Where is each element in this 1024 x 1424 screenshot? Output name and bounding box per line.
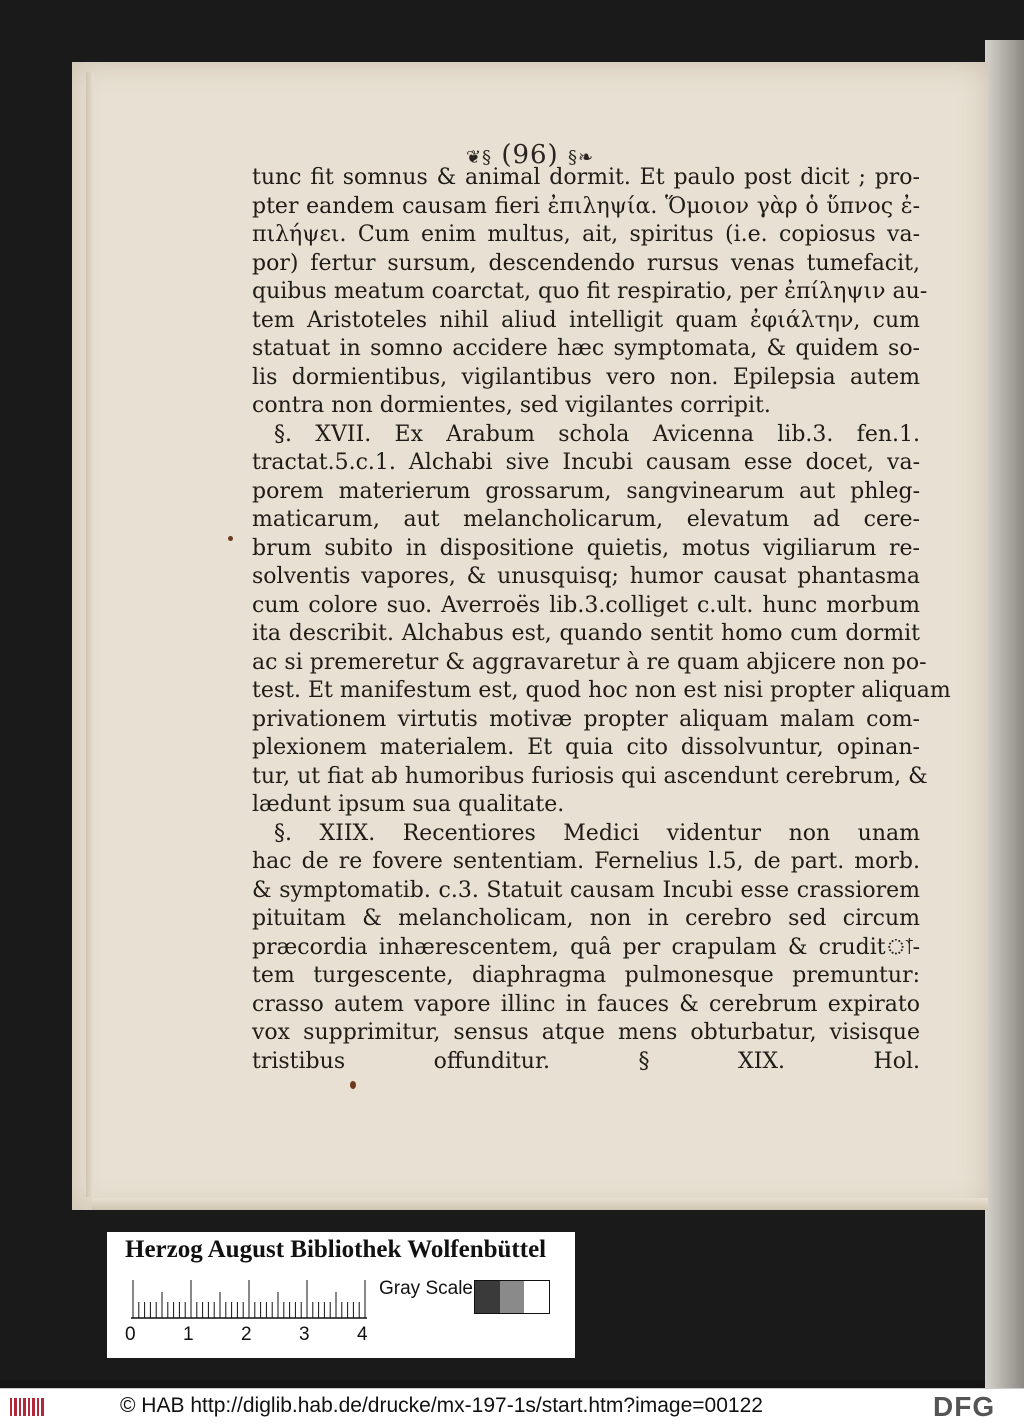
page-number: (96) (501, 140, 559, 170)
text-line: hac de re fovere sententiam. Fernelius l.5, de part. morb. (252, 849, 920, 874)
text-line: solventis vapores, & unusquisq; humor causat phantasma (252, 564, 920, 589)
text-line: crasso autem vapore illinc in fauces & cerebrum expirato (252, 991, 920, 1017)
text-line: tristibus offunditur. § XIX. Hol. (252, 1048, 920, 1074)
dfg-logo: DFG (933, 1391, 996, 1422)
text-line: & symptomatib. c.3. Statuit causam Incubi esse crassiorem (252, 877, 920, 903)
footer-copyright (120, 1394, 763, 1418)
text-line: pituitam & melancholicam, non in cerebro sed circum (252, 906, 920, 931)
ruler-label: 0 (125, 1324, 136, 1345)
text-line: §. XVII. Ex Arabum schola Avicenna lib.3. fen.1. (274, 421, 920, 447)
gray-swatch-cell (500, 1281, 525, 1313)
text-line: tunc fit somnus & animal dormit. Et paulo post dicit ; pro- (252, 165, 920, 190)
page-text (252, 164, 951, 1076)
gray-swatch-cell (475, 1281, 500, 1313)
gray-scale-swatch (474, 1280, 550, 1314)
text-line: tem Aristoteles nihil aliud intelligit quam ἐφιάλτην, cum (252, 307, 920, 333)
ruler-label: 1 (183, 1324, 194, 1345)
library-name: Herzog August Bibliothek Wolfenbüttel (125, 1236, 547, 1263)
text-line: vox supprimitur, sensus atque mens obturbatur, visisque (252, 1020, 920, 1045)
copyright-holder: © HAB (120, 1394, 185, 1417)
text-line: ac si premeretur & aggravaretur à re quam abjicere non po- (252, 649, 927, 675)
ink-speck (350, 1081, 356, 1089)
text-line: contra non dormientes, sed vigilantes corripit. (252, 393, 771, 418)
text-line: lædunt ipsum sua qualitate. (252, 792, 565, 817)
gray-scale-label: Gray Scale (379, 1278, 473, 1299)
library-color-card (107, 1232, 575, 1358)
gray-swatch-cell (524, 1281, 549, 1313)
text-line: brum subito in dispositione quietis, motus vigiliarum re- (252, 535, 920, 561)
text-line: maticarum, aut melancholicarum, elevatum ad cere- (252, 507, 920, 532)
header-ornament-left: ❦§ (465, 147, 493, 168)
text-line: privationem virtutis motivæ propter aliquam malam com- (252, 706, 920, 732)
text-line: tem turgescente, diaphragma pulmonesque premuntur: (252, 963, 920, 988)
barcode-icon (8, 1395, 48, 1419)
text-line: lis dormientibus, vigilantibus vero non. Epilepsia autem (252, 364, 920, 390)
ruler-scale (131, 1278, 367, 1328)
header-ornament-right: §❧ (567, 147, 595, 168)
text-line: cum colore suo. Averroës lib.3.colliget c.ult. hunc morbum (252, 592, 920, 618)
text-line: quibus meatum coarctat, quo fit respiratio, per ἐπίληψιν au- (252, 279, 928, 304)
text-line: porem materierum grossarum, sangvinearum aut phleg- (252, 478, 920, 504)
source-url-link[interactable]: http://diglib.hab.de/drucke/mx-197-1s/start.htm?image=00122 (190, 1394, 763, 1417)
ruler-label: 2 (241, 1324, 252, 1345)
ruler-labels (125, 1324, 385, 1348)
viewer-footer (0, 1388, 1024, 1424)
page-edge-left (86, 72, 94, 1197)
text-line: πιλήψει. Cum enim multus, ait, spiritus (i.e. copiosus va- (252, 222, 920, 247)
text-line: por) fertur sursum, descendendo rursus venas tumefacit, (252, 250, 920, 276)
text-line: §. XIIX. Recentiores Medici videntur non unam (274, 820, 920, 846)
text-line: tur, ut fiat ab humoribus furiosis qui ascendunt cerebrum, & (252, 763, 928, 789)
ruler-label: 3 (299, 1324, 310, 1345)
book-fold-edge (985, 40, 1024, 1390)
ink-speck (228, 536, 233, 541)
text-line: ita describit. Alchabus est, quando sentit homo cum dormit (252, 621, 920, 646)
text-line: plexionem materialem. Et quia cito dissolvuntur, opinan- (252, 735, 920, 760)
text-line: præcordia inhærescentem, quâ per crapulam & cruditা- (252, 934, 920, 960)
text-line: tractat.5.c.1. Alchabi sive Incubi causam esse docet, va- (252, 450, 920, 475)
page-edge-bottom (92, 1198, 988, 1210)
text-line: pter eandem causam fieri ἐπιληψία. Ὅμοιον γὰρ ὁ ὕπνος ἐ- (252, 193, 920, 219)
ruler-label: 4 (357, 1324, 368, 1345)
text-line: statuat in somno accidere hæc symptomata, & quidem so- (252, 336, 920, 361)
text-line: test. Et manifestum est, quod hoc non est nisi propter aliquam (252, 678, 951, 703)
